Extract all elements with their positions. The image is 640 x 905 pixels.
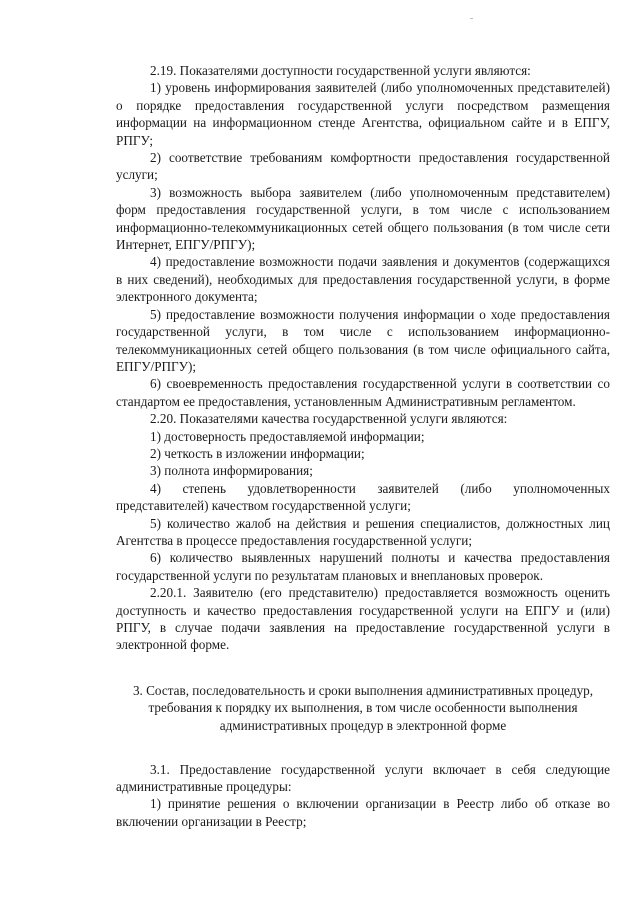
paragraph: 3) полнота информирования; bbox=[150, 463, 313, 479]
paragraph: 6) своевременность предоставления государственной услуги в соответствии со стандартом ее предоставления, установленным Административным регламентом. bbox=[116, 376, 610, 409]
paragraph: 5) предоставление возможности получения информации о ходе предоставления государственной услуги, в том числе с использованием информационно-телекоммуникационных сетей общего пользования (в том числе официального сайта, ЕПГУ/РПГУ); bbox=[116, 306, 610, 374]
paragraph: 4) предоставление возможности подачи заявления и документов (содержащихся в них сведений), необходимых для предоставления государственной услуги, в форме электронного документа; bbox=[116, 254, 610, 305]
document-page bbox=[116, 62, 610, 830]
paragraph: 5) количество жалоб на действия и решения специалистов, должностных лиц Агентства в процессе предоставления государственной услуги; bbox=[116, 515, 610, 548]
paragraph: 2.20.1. Заявителю (его представителю) предоставляется возможность оценить доступность и качество предоставления государственной услуги на ЕПГУ и (или) РПГУ, в случае подачи заявления на предоставление государственной услуги в электронной форме. bbox=[116, 585, 610, 653]
paragraph: 1) принятие решения о включении организации в Реестр либо об отказе во включении организации в Реестр; bbox=[116, 796, 610, 829]
paragraph: 4) степень удовлетворенности заявителей (либо уполномоченных представителей) качеством государственной услуги; bbox=[116, 480, 610, 514]
paragraph: 3.1. Предоставление государственной услуги включает в себя следующие административные процедуры: bbox=[116, 761, 610, 794]
paragraph: 2.20. Показателями качества государственной услуги являются: bbox=[150, 411, 508, 427]
section-3-heading: 3. Состав, последовательность и сроки выполнения административных процедур, требования к порядку их выполнения, в том числе особенности выполнения административных процедур в электронной форме bbox=[132, 682, 594, 733]
paragraph: 3) возможность выбора заявителем (либо уполномоченным представителем) форм предоставления государственной услуги, в том числе с использованием информационно-телекоммуникационных сетей общего пользования (в том числе сети Интернет, ЕПГУ/РПГУ); bbox=[116, 184, 610, 253]
paragraph: 2) соответствие требованиям комфортности предоставления государственной услуги; bbox=[116, 150, 610, 183]
section-2-19-2-20 bbox=[116, 62, 610, 654]
paragraph: 1) достоверность предоставляемой информации; bbox=[150, 428, 425, 444]
scan-speck bbox=[470, 18, 473, 19]
paragraph: 6) количество выявленных нарушений полноты и качества предоставления государственной услуги по результатам плановых и внеплановых проверок. bbox=[116, 550, 610, 583]
paragraph: 2) четкость в изложении информации; bbox=[150, 445, 365, 461]
paragraph: 2.19. Показателями доступности государственной услуги являются: bbox=[150, 63, 531, 78]
section-3-1 bbox=[116, 761, 610, 831]
paragraph: 1) уровень информирования заявителей (либо уполномоченных представителей) о порядке предоставления государственной услуги посредством размещения информации на информационном стенде Агентства, официальном сайте и в ЕПГУ, РПГУ; bbox=[116, 80, 610, 148]
